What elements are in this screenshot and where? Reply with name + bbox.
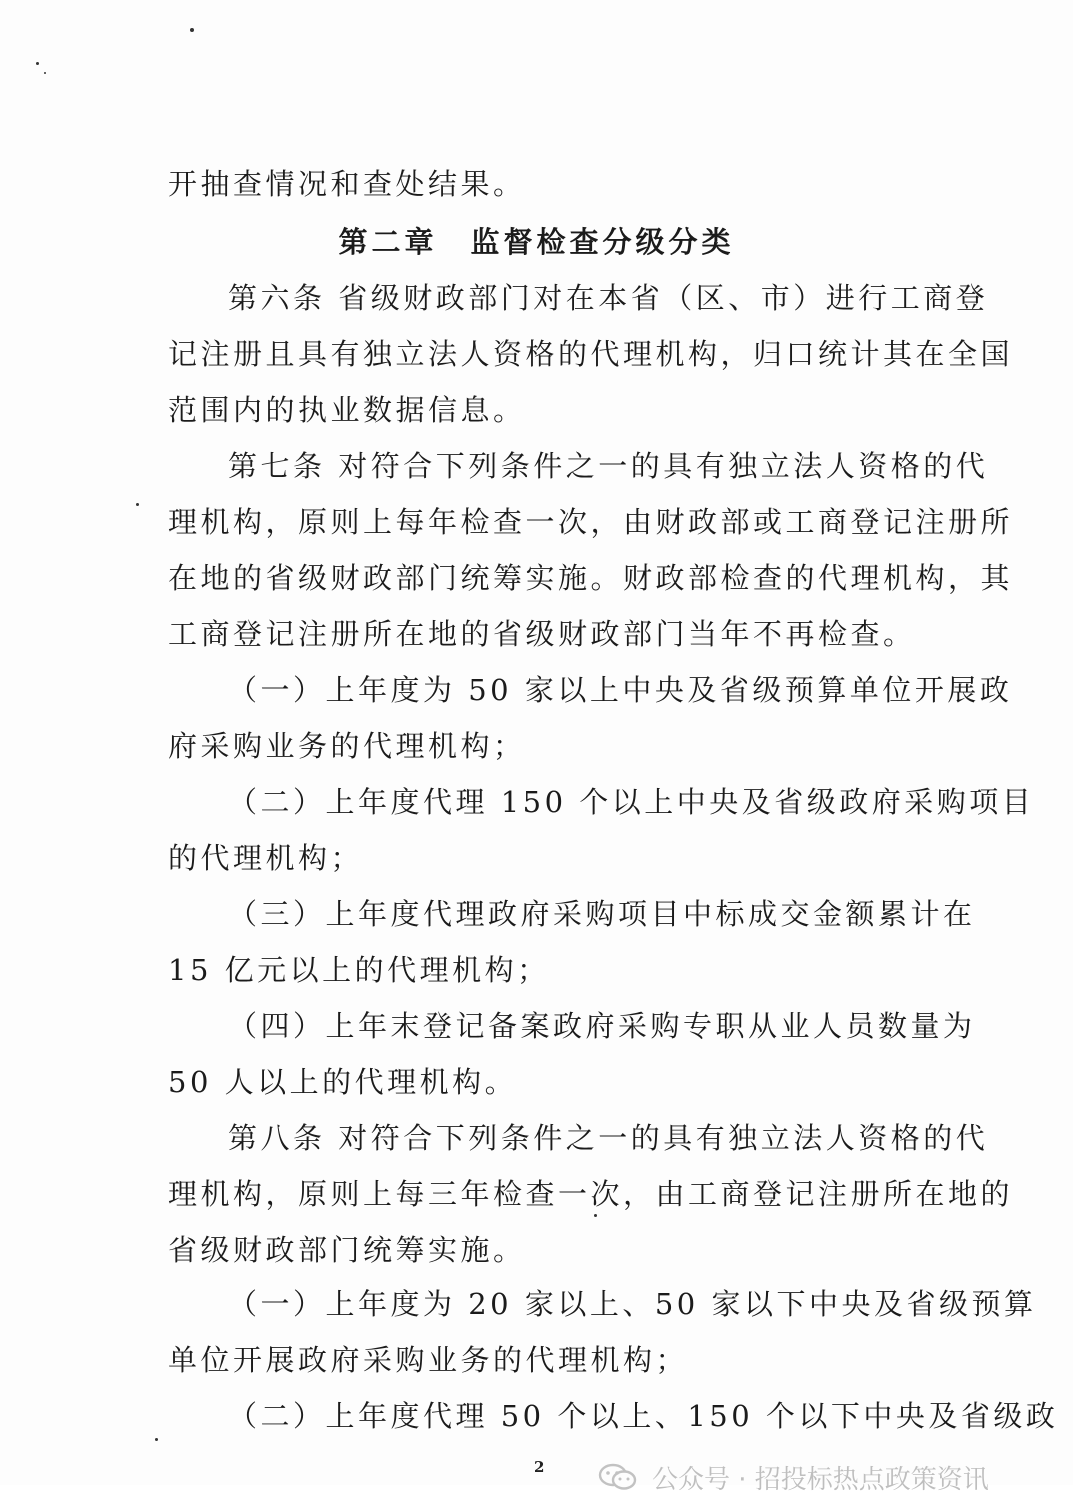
article-6-line: 范围内的执业数据信息。 xyxy=(168,393,526,427)
article-8-line: 省级财政部门统筹实施。 xyxy=(168,1233,526,1267)
clause-line: （二）上年度代理 50 个以上、150 个以下中央及省级政 xyxy=(228,1399,1059,1433)
article-8-line: 第八条 对符合下列条件之一的具有独立法人资格的代 xyxy=(228,1121,989,1155)
article-6-line: 第六条 省级财政部门对在本省（区、市）进行工商登 xyxy=(228,281,989,315)
page-number: 2 xyxy=(534,1458,545,1476)
article-7-line: 理机构，原则上每年检查一次，由财政部或工商登记注册所 xyxy=(168,505,1014,539)
article-8-line: 理机构，原则上每三年检查一次，由工商登记注册所在地的 xyxy=(168,1177,1014,1211)
clause-line: 单位开展政府采购业务的代理机构； xyxy=(168,1343,689,1377)
clause-line: （一）上年度为 50 家以上中央及省级预算单位开展政 xyxy=(228,673,1013,707)
article-7-line: 在地的省级财政部门统筹实施。财政部检查的代理机构，其 xyxy=(168,561,1014,595)
scan-speck xyxy=(136,503,139,506)
article-7-line: 工商登记注册所在地的省级财政部门当年不再检查。 xyxy=(168,617,916,651)
clause-line: 的代理机构； xyxy=(168,841,364,875)
body-line: 开抽查情况和查处结果。 xyxy=(168,167,526,201)
chapter-heading: 第二章 监督检查分级分类 xyxy=(338,225,735,259)
scan-speck xyxy=(155,1438,158,1441)
clause-line: 府采购业务的代理机构； xyxy=(168,729,526,763)
clause-line: 50 人以上的代理机构。 xyxy=(168,1065,518,1099)
scan-speck xyxy=(36,62,39,65)
scan-speck xyxy=(44,72,46,74)
watermark-text: 公众号 · 招投标热点政策资讯 xyxy=(652,1464,989,1495)
scan-speck xyxy=(594,1214,597,1217)
clause-line: （四）上年末登记备案政府采购专职从业人员数量为 xyxy=(228,1009,976,1043)
clause-line: （二）上年度代理 150 个以上中央及省级政府采购项目 xyxy=(228,785,1035,819)
clause-line: （一）上年度为 20 家以上、50 家以下中央及省级预算 xyxy=(228,1287,1037,1321)
article-6-line: 记注册且具有独立法人资格的代理机构，归口统计其在全国 xyxy=(168,337,1014,371)
clause-line: 15 亿元以上的代理机构； xyxy=(168,953,550,987)
article-7-line: 第七条 对符合下列条件之一的具有独立法人资格的代 xyxy=(228,449,989,483)
wechat-icon xyxy=(598,1463,638,1491)
watermark xyxy=(598,1462,989,1495)
clause-line: （三）上年度代理政府采购项目中标成交金额累计在 xyxy=(228,897,976,931)
scan-speck xyxy=(190,28,194,32)
